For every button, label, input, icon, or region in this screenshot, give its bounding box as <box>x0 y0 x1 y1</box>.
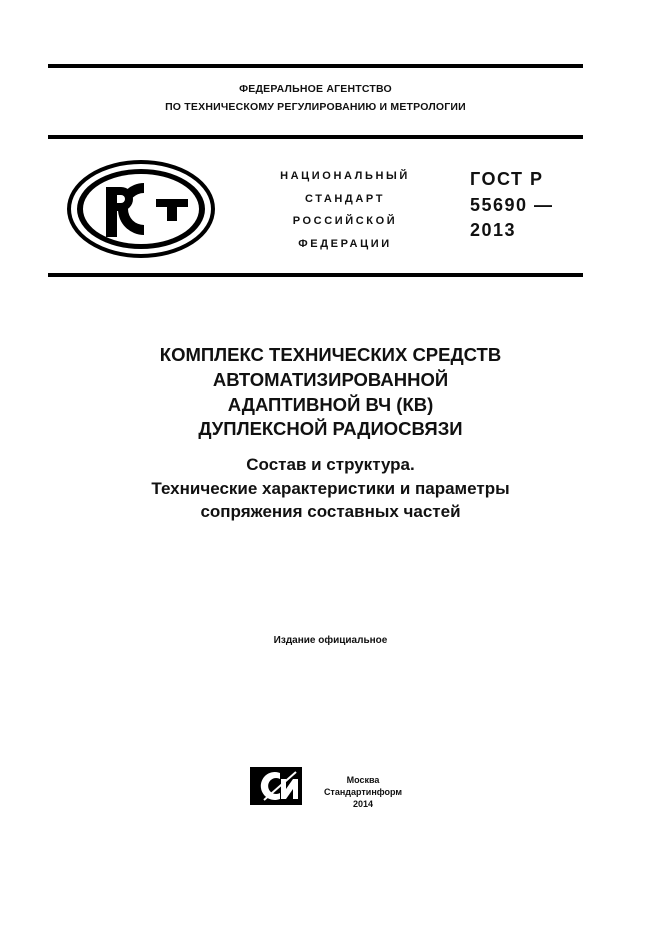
gost-r-certification-mark-icon <box>66 159 216 259</box>
designation-line-1: ГОСТ Р <box>470 169 544 189</box>
subtitle-line-2: Технические характеристики и параметры <box>151 479 510 498</box>
section-rule <box>48 273 583 277</box>
standard-label-line-1: НАЦИОНАЛЬНЫЙ <box>280 170 410 182</box>
title-line-1: КОМПЛЕКС ТЕХНИЧЕСКИХ СРЕДСТВ <box>159 344 502 365</box>
agency-line-2: ПО ТЕХНИЧЕСКОМУ РЕГУЛИРОВАНИЮ И МЕТРОЛОГИИ <box>165 101 466 113</box>
title-line-2: АВТОМАТИЗИРОВАННОЙ <box>212 369 449 390</box>
standartinform-logo-icon <box>250 767 302 805</box>
title-line-3: АДАПТИВНОЙ ВЧ (КВ) <box>227 394 434 415</box>
publisher-city: Москва <box>346 775 380 785</box>
agency-line-1: ФЕДЕРАЛЬНОЕ АГЕНТСТВО <box>239 83 392 95</box>
designation-line-2: 55690 — <box>470 195 554 215</box>
standard-label-line-2: СТАНДАРТ <box>304 193 386 205</box>
edition-note: Издание официальное <box>273 635 388 646</box>
standard-label-line-3: РОССИЙСКОЙ <box>292 215 398 227</box>
subtitle-line-1: Состав и структура. <box>246 455 415 474</box>
subtitle-line-3: сопряжения составных частей <box>200 502 461 521</box>
title-line-4: ДУПЛЕКСНОЙ РАДИОСВЯЗИ <box>198 418 463 439</box>
publisher-name: Стандартинформ <box>323 787 403 797</box>
publisher-year: 2014 <box>352 799 374 809</box>
top-rule <box>48 64 583 68</box>
header-rule <box>48 135 583 139</box>
designation-line-3: 2013 <box>470 220 517 240</box>
standard-label-line-4: ФЕДЕРАЦИИ <box>298 238 392 250</box>
